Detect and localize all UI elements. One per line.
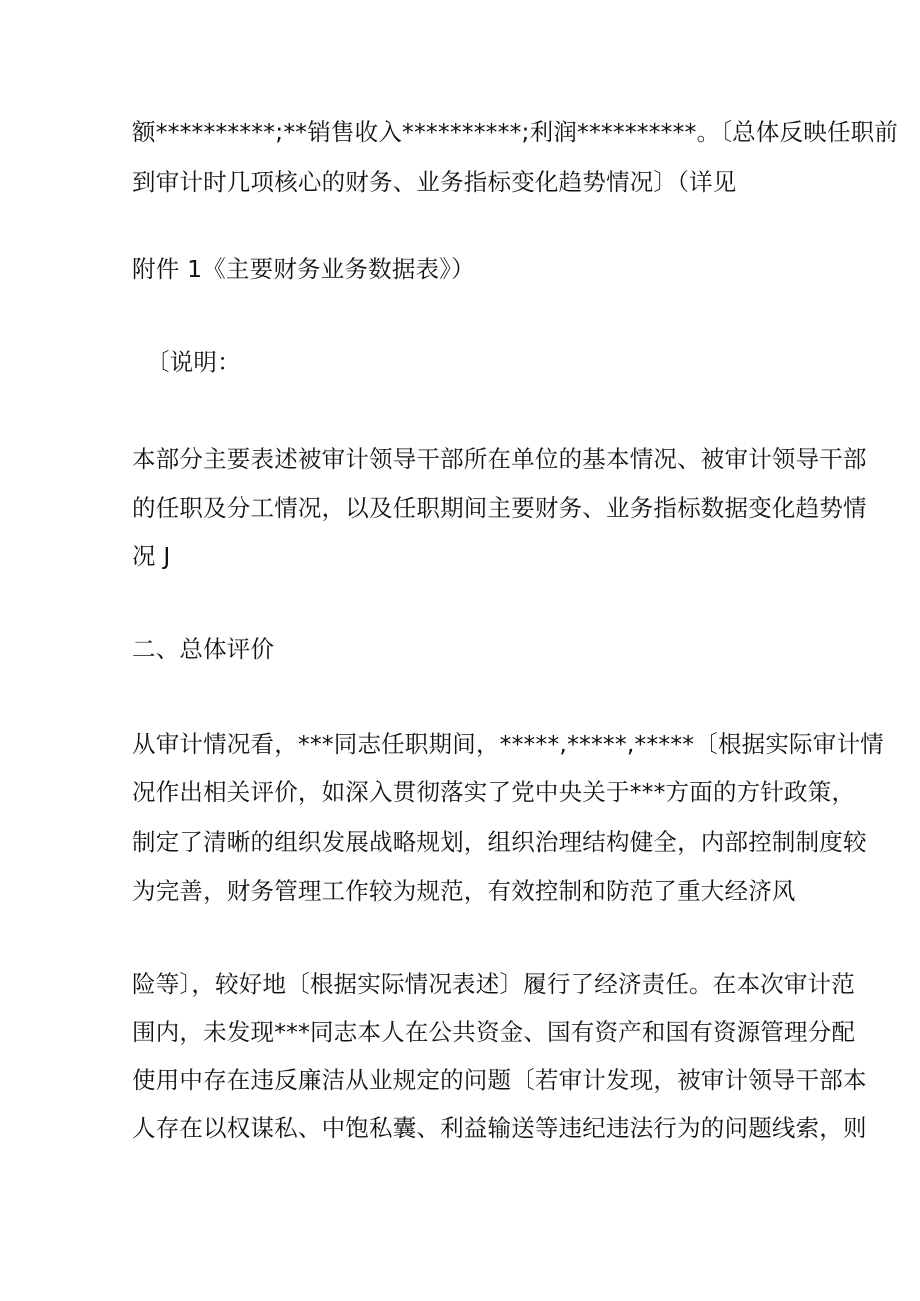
text-line: 到审计时几项核心的财务、业务指标变化趋势情况〕（详见 [132, 168, 737, 196]
section-heading: 二、总体评价 [132, 635, 275, 663]
text-line: 本部分主要表述被审计领导干部所在单位的基本情况、被审计领导干部 [132, 445, 867, 473]
text-line: 况作出相关评价，如深入贯彻落实了党中央关于***方面的方针政策， [132, 778, 856, 806]
text-line: 围内，未发现***同志本人在公共资金、国有资产和国有资源管理分配 [132, 1018, 856, 1046]
text-line: 从审计情况看，***同志任职期间，*****,*****,*****〔根据实际审计情 [132, 730, 884, 758]
text-line: 的任职及分工情况，以及任职期间主要财务、业务指标数据变化趋势情 [132, 494, 867, 522]
text-line: 人存在以权谋私、中饱私囊、利益输送等违纪违法行为的问题线索，则 [132, 1114, 867, 1142]
text-line: 为完善，财务管理工作较为规范，有效控制和防范了重大经济风 [132, 877, 796, 905]
text-line: 制定了清晰的组织发展战略规划，组织治理结构健全，内部控制制度较 [132, 828, 867, 856]
note-heading: 〔说明： [146, 348, 241, 376]
text-line: 使用中存在违反廉洁从业规定的问题〔若审计发现，被审计领导干部本 [132, 1066, 867, 1094]
text-line: 附件 1《主要财务业务数据表》） [132, 255, 475, 283]
text-line: 况 J [132, 542, 171, 570]
text-line: 额**********;**销售收入**********;利润**********。〔总体反映任职前 [132, 118, 899, 146]
text-line: 险等〕，较好地〔根据实际情况表述〕履行了经济责任。在本次审计范 [132, 970, 855, 998]
